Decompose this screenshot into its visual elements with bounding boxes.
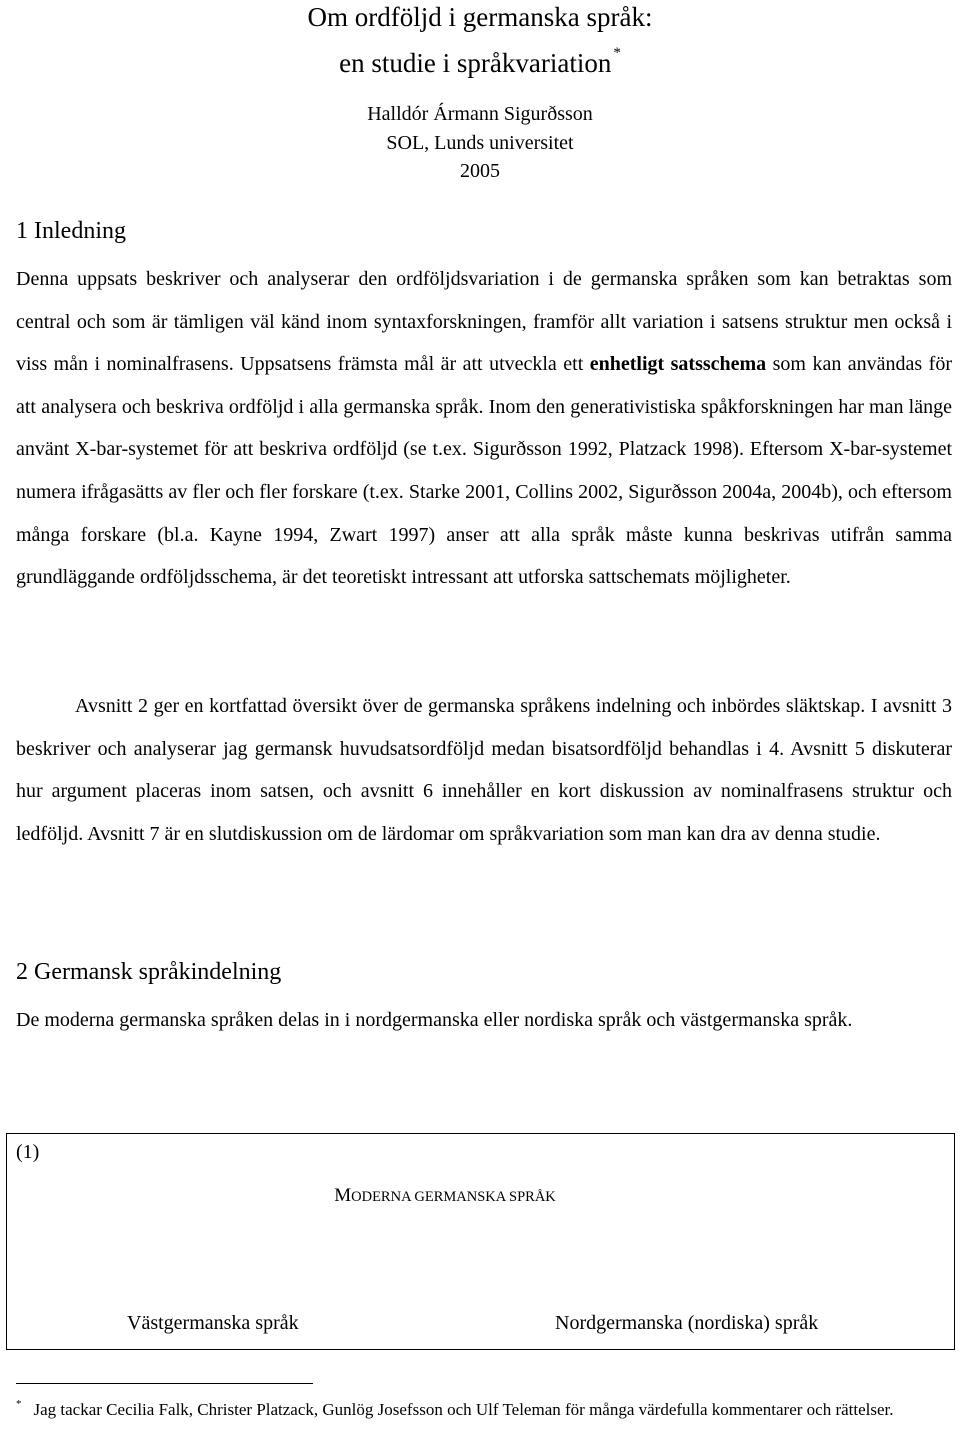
- tree-root-label: [0, 1183, 890, 1210]
- section-1-p2-text: Avsnitt 2 ger en kortfattad översikt över de germanska språkens indelning och inbördes släktskap. I avsnitt 3 beskriver och analyserar jag germansk huvudsatsordföljd medan bisatsordföljd behandlas i 4. Avsnitt 5 diskuterar hur argument placeras inom satsen, och avsnitt 6 innehåller en kort diskussion av nominalfrasens struktur och ledföljd. Avsnitt 7 är en slutdiskussion om de lärdomar om språkvariation som man kan dra av denna studie.: [16, 695, 952, 845]
- author-year: 2005: [460, 160, 500, 182]
- tree-root-initial: M: [334, 1185, 352, 1206]
- example-number: (1): [16, 1141, 40, 1163]
- section-1-p1-bold: enhetligt satsschema: [589, 353, 767, 376]
- section-1-heading: 1 Inledning: [16, 218, 126, 244]
- paper-title-line2-text: en studie i språkvariation: [339, 48, 612, 78]
- section-1-p1-text-a: Denna uppsats beskriver och analyserar den ordföljdsvariation i de germanska språken som kan betraktas som central och som är tämligen väl känd inom syntaxforskningen, framför allt variation i satsens struktur men också i viss mån i nominalfrasens. Uppsatsens främsta mål är att utveckla ett: [16, 268, 952, 376]
- footnote-text: Jag tackar Cecilia Falk, Christer Platzack, Gunlög Josefsson och Ulf Teleman för många värdefulla kommentarer och rättelser.: [33, 1400, 894, 1419]
- title-footnote-mark: *: [613, 45, 621, 61]
- tree-root-smallcaps: ODERNA GERMANSKA SPRÅK: [351, 1189, 556, 1205]
- paper-title-line1: Om ordföljd i germanska språk:: [307, 2, 653, 32]
- section-2-heading: 2 Germansk språkindelning: [16, 959, 282, 985]
- paper-title-line2: [0, 34, 960, 82]
- author-affiliation: SOL, Lunds universitet: [386, 132, 574, 154]
- tree-right-leaf: Nordgermanska (nordiska) språk: [555, 1312, 819, 1334]
- footnote-rule: [16, 1383, 313, 1384]
- author-name: Halldór Ármann Sigurðsson: [367, 103, 593, 125]
- section-1-paragraph-1: [16, 258, 952, 599]
- section-1-paragraph-2: [16, 685, 952, 855]
- section-2-paragraph-1: De moderna germanska språken delas in i nordgermanska eller nordiska språk och västgermanska språk.: [16, 1009, 853, 1031]
- footnote: [16, 1393, 952, 1421]
- section-1-p1-text-b: som kan användas för att analysera och beskriva ordföljd i alla germanska språk. Inom den generativistiska spåkforskningen har man länge använt X-bar-systemet för att beskriva ordföljd (se t.ex. Sigurðsson 1992, Platzack 1998). Eftersom X-bar-systemet numera ifrågasätts av fler och fler forskare (t.ex. Starke 2001, Collins 2002, Sigurðsson 2004a, 2004b), och eftersom många forskare (bl.a. Kayne 1994, Zwart 1997) anser att alla språk måste kunna beskrivas utifrån samma grundläggande ordföljdsschema, är det teoretiskt intressant att utforska sattschemats möjligheter.: [16, 353, 952, 589]
- footnote-mark: *: [16, 1398, 22, 1410]
- tree-left-leaf: Västgermanska språk: [127, 1312, 299, 1334]
